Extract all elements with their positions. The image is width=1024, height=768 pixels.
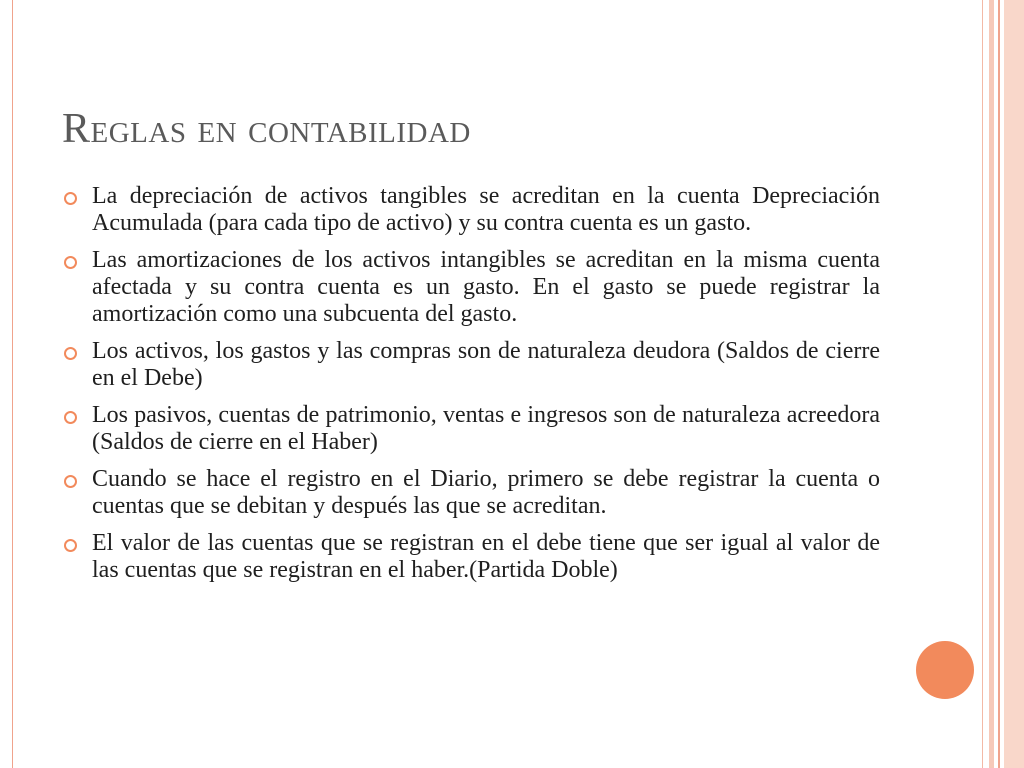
stripe-3 [998,0,1000,768]
ring-bullet-icon [64,192,77,205]
ring-bullet-icon [64,347,77,360]
bullet-list [60,183,880,594]
bullet-text: Las amortizaciones de los activos intangibles se acreditan en la misma cuenta afectada y su contra cuenta es un gasto. En el gasto se puede registrar la amortización como una subcuenta del gasto. [92,247,880,327]
right-decorative-stripes [982,0,1024,768]
bullet-item [60,183,880,237]
left-border-rule [12,0,13,768]
bullet-text: Los pasivos, cuentas de patrimonio, ventas e ingresos son de naturaleza acreedora (Saldos de cierre en el Haber) [92,402,880,455]
bullet-item [60,466,880,520]
bullet-item [60,402,880,456]
bullet-item [60,338,880,392]
bullet-text: La depreciación de activos tangibles se acreditan en la cuenta Depreciación Acumulada (para cada tipo de activo) y su contra cuenta es un gasto. [92,183,880,236]
ring-bullet-icon [64,256,77,269]
bullet-text: Cuando se hace el registro en el Diario, primero se debe registrar la cuenta o cuentas que se debitan y después las que se acreditan. [92,466,880,519]
slide-title: Reglas en contabilidad [62,106,471,152]
ring-bullet-icon [64,539,77,552]
bullet-text: Los activos, los gastos y las compras son de naturaleza deudora (Saldos de cierre en el Debe) [92,338,880,391]
stripe-2 [989,0,994,768]
bullet-text: El valor de las cuentas que se registran en el debe tiene que ser igual al valor de las cuentas que se registran en el haber.(Partida Doble) [92,530,880,583]
stripe-4 [1004,0,1024,768]
bullet-item [60,247,880,328]
bullet-item [60,530,880,584]
ring-bullet-icon [64,475,77,488]
ring-bullet-icon [64,411,77,424]
orange-circle-decoration [916,641,974,699]
stripe-1 [982,0,983,768]
